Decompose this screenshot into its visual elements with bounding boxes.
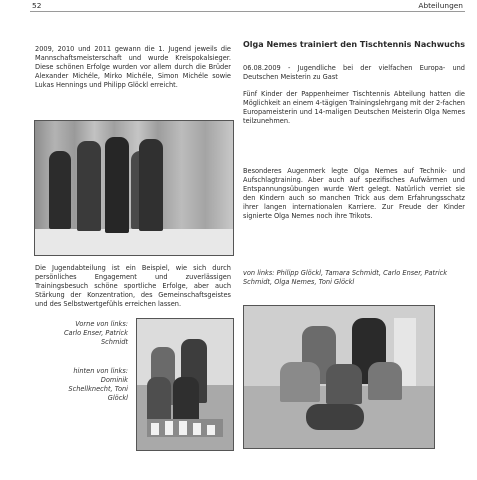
intro-paragraph: 2009, 2010 und 2011 gewann die 1. Jugend jeweils die Mannschaftsmeisterschaft und wurde Kreispokalsieger. Diese schönen Erfolge wurden vor allem durch die Brüder Alexander Michéle, Mirko Michéle, Simon Michéle sowie Lukas Hennings und Philipp Glöckl erreicht. xyxy=(35,45,231,89)
training-photo xyxy=(243,305,435,449)
section-title: Abteilungen xyxy=(418,1,463,10)
header-divider xyxy=(30,11,465,12)
article-lead: 06.08.2009 - Jugendliche bei der vielfachen Europa- und Deutschen Meisterin zu Gast xyxy=(243,64,465,81)
page-number: 52 xyxy=(32,1,42,10)
group-caption: von links: Philipp Glöckl, Tamara Schmidt, Carlo Enser, Patrick Schmidt, Olga Nemes, Toni Glöckl xyxy=(243,269,448,286)
article-paragraph-1: Fünf Kinder der Pappenheimer Tischtennis Abteilung hatten die Möglichkeit an einem 4-tägigen Trainingslehrgang mit der 2-fachen Europameisterin und 14-maligen Deutschen Meisterin Olga Nemes teilzunehmen. xyxy=(243,90,465,125)
caption-back: hinten von links: Dominik Schellknecht, Toni Glöckl xyxy=(68,367,128,402)
caption-front: Vorne von links: Carlo Enser, Patrick Schmidt xyxy=(63,320,128,346)
team-photo xyxy=(34,120,234,256)
youth-paragraph: Die Jugendabteilung ist ein Beispiel, wie sich durch persönliches Engagement und zuverlässigen Trainingsbesuch schöne sportliche Erfolge, aber auch Stärkung der Konzentration, des Gemeinschaftsgeistes und des Selbstwertgefühls erreichen lassen. xyxy=(35,264,231,308)
article-title: Olga Nemes trainiert den Tischtennis Nachwuchs xyxy=(243,40,465,49)
trophy-photo xyxy=(136,318,234,451)
article-paragraph-2: Besonderes Augenmerk legte Olga Nemes auf Technik- und Aufschlagtraining. Aber auch auf spezifisches Aufwärmen und Entspannungsübungen wurde Wert gelegt. Natürlich verriet sie den Kindern auch so manchen Trick aus dem Erfahrungsschatz ihrer langen internationalen Karriere. Zur Freude der Kinder signierte Olga Nemes noch ihre Trikots. xyxy=(243,167,465,220)
